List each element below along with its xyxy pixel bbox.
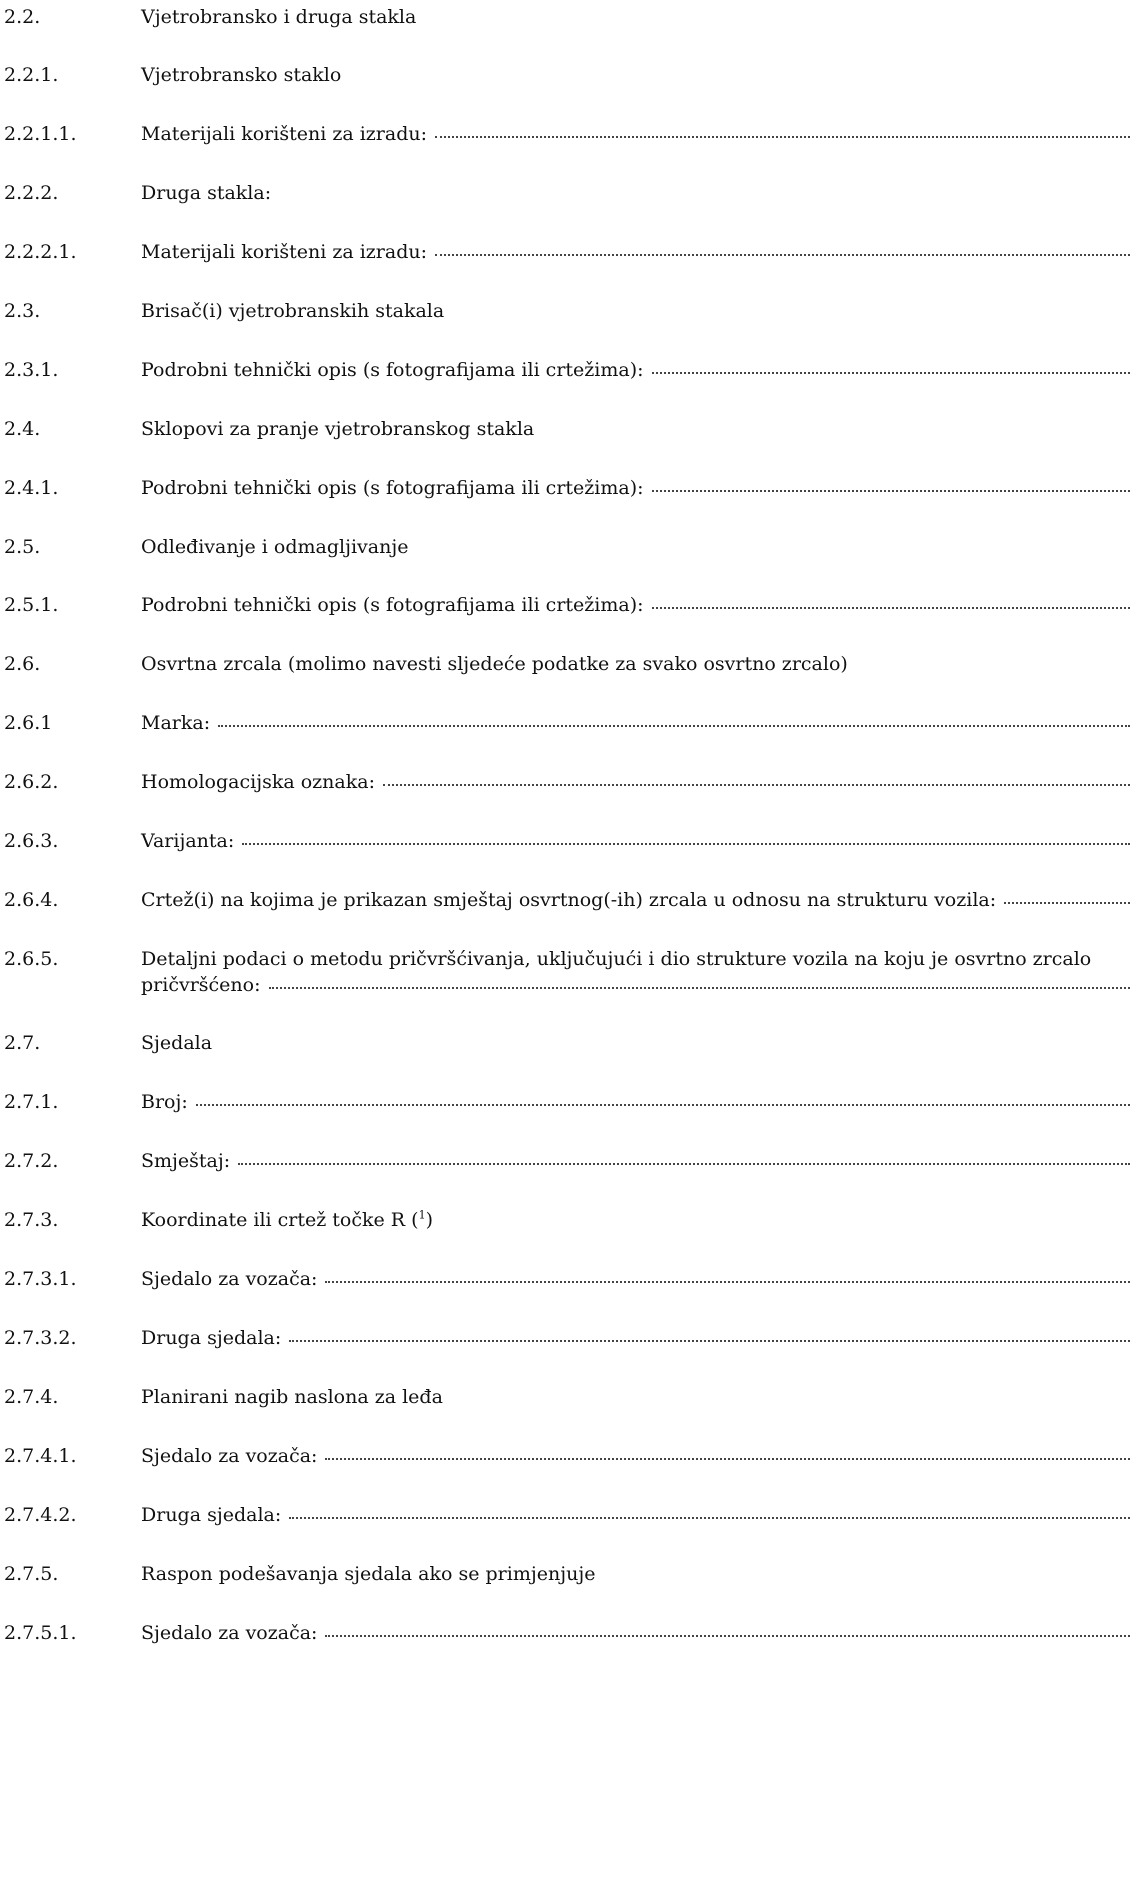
entry-label: Materijali korišteni za izradu:: [141, 241, 428, 263]
entry-label: Sjedalo za vozača:: [141, 1622, 318, 1644]
entry-number: 2.2.1.: [4, 64, 59, 86]
entry-number: 2.7.: [4, 1032, 41, 1054]
entry-number: 2.7.5.1.: [4, 1622, 77, 1644]
entry-label: Sjedalo za vozača:: [141, 1268, 318, 1290]
entry-heading: Druga stakla:: [141, 182, 272, 204]
entry-number: 2.7.1.: [4, 1091, 59, 1113]
fill-in-dotted-line[interactable]: [269, 971, 1131, 989]
entry-row: [0, 946, 1138, 1006]
entry-number: 2.7.5.: [4, 1563, 59, 1585]
entry-label: Varijanta:: [141, 830, 235, 852]
entry-row: [0, 1620, 1138, 1660]
entry-number: 2.4.1.: [4, 477, 59, 499]
entry-heading: Koordinate ili crtež točke R ($^1$): [141, 1208, 433, 1231]
entry-row: [0, 1207, 1138, 1247]
entry-heading: Osvrtna zrcala (molimo navesti sljedeće podatke za svako osvrtno zrcalo): [141, 653, 848, 675]
entry-number: 2.3.: [4, 300, 41, 322]
entry-number: 2.3.1.: [4, 359, 59, 381]
entry-row: [0, 121, 1138, 161]
entry-row: [0, 4, 1138, 44]
entry-label: Druga sjedala:: [141, 1504, 282, 1526]
entry-heading: Odleđivanje i odmagljivanje: [141, 536, 409, 558]
entry-row: [0, 651, 1138, 691]
fill-in-dotted-line[interactable]: [289, 1324, 1130, 1342]
entry-row: [0, 180, 1138, 220]
fill-in-dotted-line[interactable]: [325, 1442, 1130, 1460]
entry-number: 2.6.: [4, 653, 41, 675]
entry-row: [0, 1443, 1138, 1483]
entry-row: [0, 828, 1138, 868]
entry-row: [0, 1384, 1138, 1424]
entry-row: [0, 534, 1138, 574]
entry-row: [0, 1561, 1138, 1601]
entry-row: [0, 769, 1138, 809]
fill-in-dotted-line[interactable]: [435, 238, 1130, 256]
entry-row: [0, 1148, 1138, 1188]
entry-number: 2.7.3.1.: [4, 1268, 77, 1290]
fill-in-dotted-line[interactable]: [652, 474, 1130, 492]
entry-row: [0, 1089, 1138, 1129]
entry-number: 2.7.4.1.: [4, 1445, 77, 1467]
entry-heading: Vjetrobransko staklo: [141, 64, 342, 86]
entry-label: Marka:: [141, 712, 211, 734]
entry-row: [0, 1325, 1138, 1365]
entry-label: Sjedalo za vozača:: [141, 1445, 318, 1467]
entry-number: 2.6.2.: [4, 771, 59, 793]
entry-heading-text: Koordinate ili crtež točke R: [141, 1209, 406, 1231]
entry-heading: Planirani nagib naslona za leđa: [141, 1386, 443, 1408]
entry-number: 2.7.3.: [4, 1209, 59, 1231]
entry-number: 2.6.4.: [4, 889, 59, 911]
entry-heading: Vjetrobransko i druga stakla: [141, 6, 417, 28]
entry-row: [0, 1502, 1138, 1542]
entry-row: [0, 416, 1138, 456]
entry-row: [0, 298, 1138, 338]
fill-in-dotted-line[interactable]: [325, 1265, 1130, 1283]
fill-in-dotted-line[interactable]: [325, 1619, 1130, 1637]
fill-in-dotted-line[interactable]: [242, 827, 1130, 845]
entry-row: [0, 887, 1138, 927]
entry-label-continuation: pričvršćeno:: [141, 974, 261, 996]
entry-number: 2.5.1.: [4, 594, 59, 616]
fill-in-dotted-line[interactable]: [652, 356, 1130, 374]
entry-row: [0, 62, 1138, 102]
fill-in-dotted-line[interactable]: [652, 591, 1130, 609]
entry-row: [0, 1030, 1138, 1070]
entry-number: 2.7.3.2.: [4, 1327, 77, 1349]
entry-label: Smještaj:: [141, 1150, 231, 1172]
entry-number: 2.2.2.1.: [4, 241, 77, 263]
entry-number: 2.2.1.1.: [4, 123, 77, 145]
fill-in-dotted-line[interactable]: [1004, 886, 1130, 904]
entry-number: 2.4.: [4, 418, 41, 440]
entry-row: [0, 592, 1138, 632]
entry-label: Detaljni podaci o metodu pričvršćivanja, uključujući i dio strukture vozila na koju je osvrtno zrcalo: [141, 948, 1092, 970]
entry-row: [0, 357, 1138, 397]
fill-in-dotted-line[interactable]: [218, 709, 1130, 727]
entry-label: Podrobni tehnički opis (s fotografijama ili crtežima):: [141, 477, 644, 499]
entry-number: 2.2.2.: [4, 182, 59, 204]
entry-label: Podrobni tehnički opis (s fotografijama ili crtežima):: [141, 359, 644, 381]
fill-in-dotted-line[interactable]: [289, 1501, 1130, 1519]
entry-number: 2.7.4.: [4, 1386, 59, 1408]
entry-label: Homologacijska oznaka:: [141, 771, 375, 793]
entry-number: 2.5.: [4, 536, 41, 558]
entry-label: Druga sjedala:: [141, 1327, 282, 1349]
entry-number: 2.6.3.: [4, 830, 59, 852]
entry-heading: Raspon podešavanja sjedala ako se primjenjuje: [141, 1563, 596, 1585]
fill-in-dotted-line[interactable]: [435, 120, 1130, 138]
fill-in-dotted-line[interactable]: [238, 1147, 1130, 1165]
entry-row: [0, 239, 1138, 279]
entry-heading: Sjedala: [141, 1032, 213, 1054]
entry-label: Podrobni tehnički opis (s fotografijama ili crtežima):: [141, 594, 644, 616]
entry-heading: Brisač(i) vjetrobranskih stakala: [141, 300, 445, 322]
entry-heading: Sklopovi za pranje vjetrobranskog stakla: [141, 418, 535, 440]
footnote-ref[interactable]: 1: [418, 1208, 426, 1222]
entry-row: [0, 475, 1138, 515]
fill-in-dotted-line[interactable]: [383, 768, 1130, 786]
entry-label: Crtež(i) na kojima je prikazan smještaj osvrtnog(-ih) zrcala u odnosu na strukturu vozila:: [141, 889, 997, 911]
entry-number: 2.7.2.: [4, 1150, 59, 1172]
entry-number: 2.2.: [4, 6, 41, 28]
entry-row: [0, 1266, 1138, 1306]
fill-in-dotted-line[interactable]: [196, 1088, 1130, 1106]
entry-number: 2.6.1: [4, 712, 53, 734]
entry-label: Materijali korišteni za izradu:: [141, 123, 428, 145]
entry-row: [0, 710, 1138, 750]
entry-label: Broj:: [141, 1091, 188, 1113]
entry-number: 2.6.5.: [4, 948, 59, 970]
entry-number: 2.7.4.2.: [4, 1504, 77, 1526]
